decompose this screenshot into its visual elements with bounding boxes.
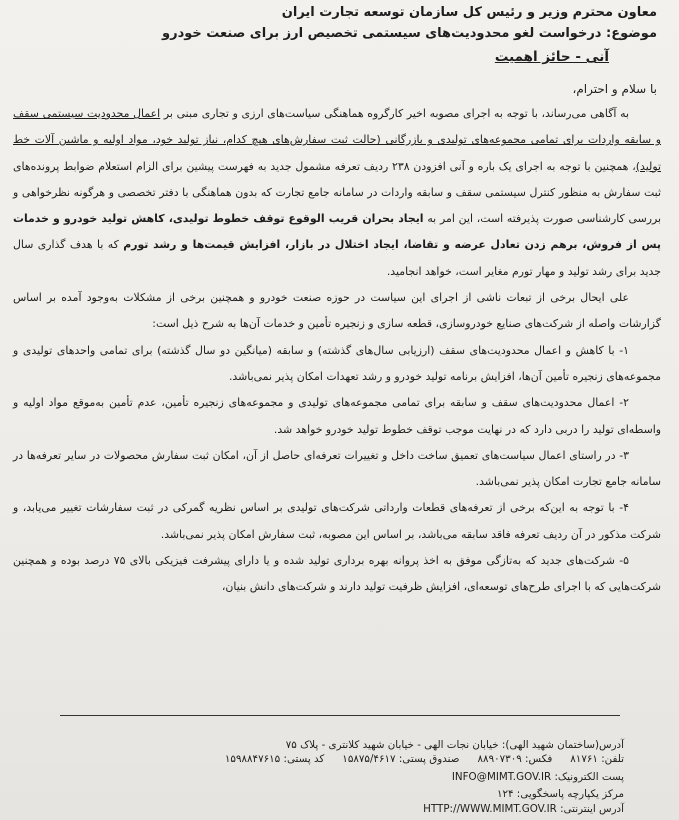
footer-website-link[interactable]: HTTP://WWW.MIMT.GOV.IR: [423, 803, 557, 815]
footer-email-row: [54, 770, 624, 784]
footer-divider: [60, 715, 620, 716]
recipient-line: معاون محترم وزیر و رئیس کل سازمان توسعه تجارت ایران: [281, 5, 657, 20]
footer-phone: تلفن: ۸۱۷۶۱: [570, 753, 624, 765]
intro-text-5: که با هدف گذاری سال جدید برای رشد تولید و مهار تورم مغایر است، خواهد انجامید.: [13, 238, 661, 278]
intro-paragraph: [13, 101, 661, 285]
list-item-3: ۳- در راستای اعمال سیاست‌های تعمیق ساخت داخل و تغییرات تعرفه‌ای حاصل از آن، امکان ثبت سفارش محصولات در سایر تعرفه‌ها در سامانه جامع تجارت امکان پذیر نمی‌باشد.: [13, 448, 661, 489]
subject-line: موضوع: درخواست لغو محدودیت‌های سیستمی تخصیص ارز برای صنعت خودرو: [162, 26, 657, 41]
footer-email[interactable]: INFO@MIMT.GOV.IR: [451, 771, 552, 783]
intro-underlined-text: اعمال محدودیت سیستمی سقف و سابقه واردات برای تمامی مجموعه‌های تولیدی و بازرگانی (حالت ثبت سفارش‌های هیچ کدام، نیاز تولید خود، مواد اولیه و ماشین آلات خط تولید): [13, 107, 661, 173]
list-item-4: ۴- با توجه به این‌که برخی از تعرفه‌های قطعات وارداتی شرکت‌های تولیدی بر اساس نظریه گمرکی در ثبت سفارشات تغییر می‌یابد، و شرکت مذکور در آن ردیف تعرفه فاقد سابقه می‌باشد، بر اساس این مصوبه، ثبت سفارش امکان پذیر نمی‌باشد.: [13, 501, 661, 541]
footer-fax: فکس: ۸۸۹۰۷۳۰۹: [477, 753, 553, 765]
consequences-paragraph: علی ایحال برخی از تبعات ناشی از اجرای این سیاست در حوزه صنعت خودرو و همچنین برخی از مشکلات به‌وجود آمده بر اساس گزارشات واصله از شرکت‌های صنایع خودروسازی، قطعه سازی و زنجیره تأمین و خدمات آن‌ها به شرح ذیل است:: [13, 291, 661, 331]
urgency-label: آنی - حائز اهمیت: [494, 49, 609, 65]
letter-body: [13, 101, 661, 601]
footer-pobox: صندوق پستی: ۱۵۸۷۵/۴۶۱۷: [342, 753, 460, 765]
footer-contacts: [54, 752, 624, 766]
greeting: با سلام و احترام،: [572, 82, 657, 96]
footer-web-row: [54, 802, 624, 816]
footer-call-center: مرکز یکپارچه پاسخگویی: ۱۲۴: [496, 788, 624, 800]
footer-web-label: آدرس اینترنتی:: [560, 803, 624, 815]
intro-bold-text: ایجاد بحران قریب الوقوع توقف خطوط تولیدی، کاهش تولید خودرو و خدمات پس از فروش، برهم زدن تعادل عرضه و تقاضا، ایجاد اختلال در بازار، افزایش قیمت‌ها و رشد تورم: [13, 212, 662, 252]
list-item-2: ۲- اعمال محدودیت‌های سقف و سابقه برای تمامی مجموعه‌های تولیدی و مجموعه‌های زنجیره تأمین، عدم تأمین به‌موقع مواد اولیه و واسطه‌ای تولید را دربی دارد که در نهایت موجب توقف خطوط تولید خودرو خواهد شد.: [13, 396, 661, 436]
footer-address: آدرس(ساختمان شهید الهی): خیابان نجات الهی - خیابان شهید کلانتری - پلاک ۷۵: [285, 739, 624, 751]
footer-email-label: پست الکترونیک:: [554, 771, 624, 783]
intro-text-3: ، همچنین با توجه به اجرای یک باره و آنی افزودن ۲۳۸ ردیف تعرفه مشمول جدید به فهرست پیشین برای الزام استعلام ضوابط پرونده‌های ثبت سفارش به منظور کنترل سیستمی سقف و سابقه واردات در سامانه جامع تجارت که بدون هماهنگی با دفتر تخصصی و هرگونه نظرخواهی و بررسی کارشناسی صورت پذیرفته است، این امر به: [13, 159, 661, 226]
list-item-1: ۱- با کاهش و اعمال محدودیت‌های سقف (ارزیابی سال‌های گذشته) و سابقه (میانگین دو سال گذشته) برای تمامی واحدهای تولیدی و مجموعه‌های زنجیره تأمین آن‌ها، افزایش برنامه تولید خودرو و رشد تعهدات امکان پذیر نمی‌باشد.: [13, 343, 661, 383]
list-item-5: ۵- شرکت‌های جدید که به‌تازگی موفق به اخذ پروانه بهره برداری تولید شده و یا دارای پیشرفت فیزیکی بالای ۷۵ درصد بوده و همچنین شرکت‌هایی که با اجرای طرح‌های توسعه‌ای، افزایش ظرفیت تولید دارند و شرکت‌های دانش بنیان،: [13, 554, 661, 594]
intro-text-1: به آگاهی می‌رساند، با توجه به اجرای مصوبه اخیر کارگروه هماهنگی سیاست‌های ارزی و تجاری مبنی بر: [160, 107, 629, 120]
footer-postal-code: کد پستی: ۱۵۹۸۸۴۷۶۱۵: [224, 753, 325, 765]
